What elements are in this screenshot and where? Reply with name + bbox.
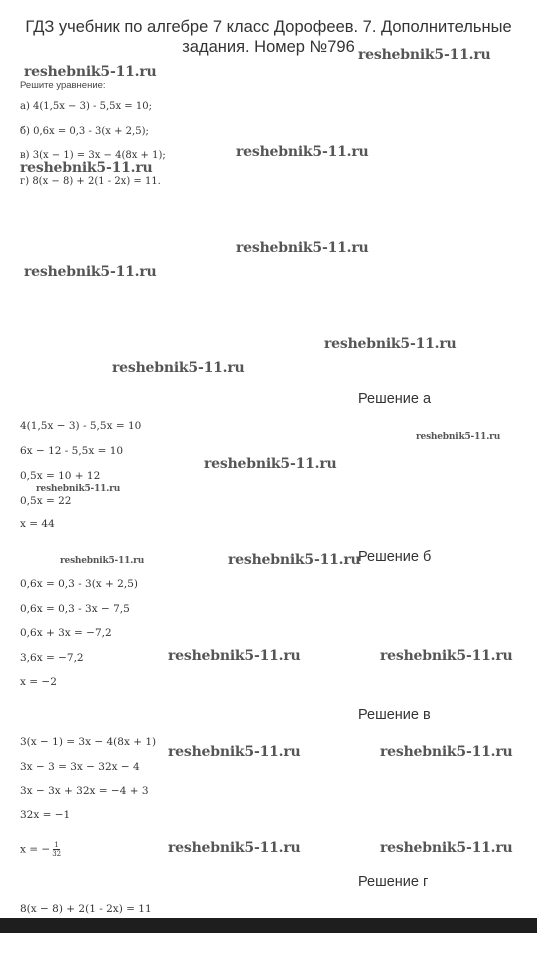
solution-a-line-5: x = 44: [20, 518, 55, 530]
task-item-a: а) 4(1,5x − 3) - 5,5x = 10;: [20, 101, 152, 112]
bottom-bar: [0, 918, 537, 933]
solution-b-line-3: 0,6x + 3x = −7,2: [20, 627, 112, 639]
watermark: reshebnik5-11.ru: [204, 456, 337, 472]
solution-v-line-5: [20, 841, 61, 858]
watermark: reshebnik5-11.ru: [236, 240, 369, 256]
solution-b-line-4: 3,6x = −7,2: [20, 652, 84, 664]
solution-b-title: Решение б: [358, 549, 432, 565]
solution-a-line-4: 0,5x = 22: [20, 495, 72, 507]
solution-a-title: Решение а: [358, 391, 432, 407]
solution-g-line-1: 8(x − 8) + 2(1 - 2x) = 11: [20, 903, 152, 915]
solution-b-line-1: 0,6x = 0,3 - 3(x + 2,5): [20, 578, 138, 590]
fraction-numerator: 1: [54, 841, 59, 849]
watermark: reshebnik5-11.ru: [416, 432, 501, 442]
watermark: reshebnik5-11.ru: [324, 336, 457, 352]
solution-b-line-5: x = −2: [20, 676, 57, 688]
solution-v-line-2: 3x − 3 = 3x − 32x − 4: [20, 761, 140, 773]
task-item-v: в) 3(x − 1) = 3x − 4(8x + 1);: [20, 150, 166, 161]
fraction: [52, 841, 61, 858]
solution-a-line-1: 4(1,5x − 3) - 5,5x = 10: [20, 420, 142, 432]
solution-v-line-3: 3x − 3x + 32x = −4 + 3: [20, 785, 149, 797]
solution-a-line-3: 0,5x = 10 + 12: [20, 470, 101, 482]
solution-v-line-5-text: x = −: [20, 843, 51, 856]
fraction-denominator: 32: [52, 850, 62, 858]
solution-v-line-1: 3(x − 1) = 3x − 4(8x + 1): [20, 736, 157, 748]
solution-v-line-4: 32x = −1: [20, 809, 71, 821]
watermark: reshebnik5-11.ru: [24, 264, 157, 280]
watermark: reshebnik5-11.ru: [236, 144, 369, 160]
watermark: reshebnik5-11.ru: [20, 160, 153, 176]
watermark: reshebnik5-11.ru: [380, 648, 513, 664]
watermark: reshebnik5-11.ru: [168, 648, 301, 664]
task-label: Решите уравнение:: [20, 80, 106, 91]
watermark: reshebnik5-11.ru: [60, 556, 145, 566]
page-title: ГДЗ учебник по алгебре 7 класс Дорофеев. 7. Дополнительные задания. Номер №796: [25, 18, 512, 56]
task-item-g: г) 8(x − 8) + 2(1 - 2x) = 11.: [20, 176, 161, 187]
watermark: reshebnik5-11.ru: [380, 840, 513, 856]
solution-g-title: Решение г: [358, 874, 429, 890]
watermark: reshebnik5-11.ru: [24, 64, 157, 80]
watermark: reshebnik5-11.ru: [228, 552, 361, 568]
watermark: reshebnik5-11.ru: [168, 840, 301, 856]
task-item-b: б) 0,6x = 0,3 - 3(x + 2,5);: [20, 126, 149, 137]
solution-b-line-2: 0,6x = 0,3 - 3x − 7,5: [20, 603, 130, 615]
watermark: reshebnik5-11.ru: [358, 47, 491, 63]
watermark: reshebnik5-11.ru: [112, 360, 245, 376]
watermark: reshebnik5-11.ru: [36, 484, 121, 494]
solution-a-line-2: 6x − 12 - 5,5x = 10: [20, 445, 124, 457]
watermark: reshebnik5-11.ru: [168, 744, 301, 760]
solution-v-title: Решение в: [358, 707, 431, 723]
watermark: reshebnik5-11.ru: [380, 744, 513, 760]
